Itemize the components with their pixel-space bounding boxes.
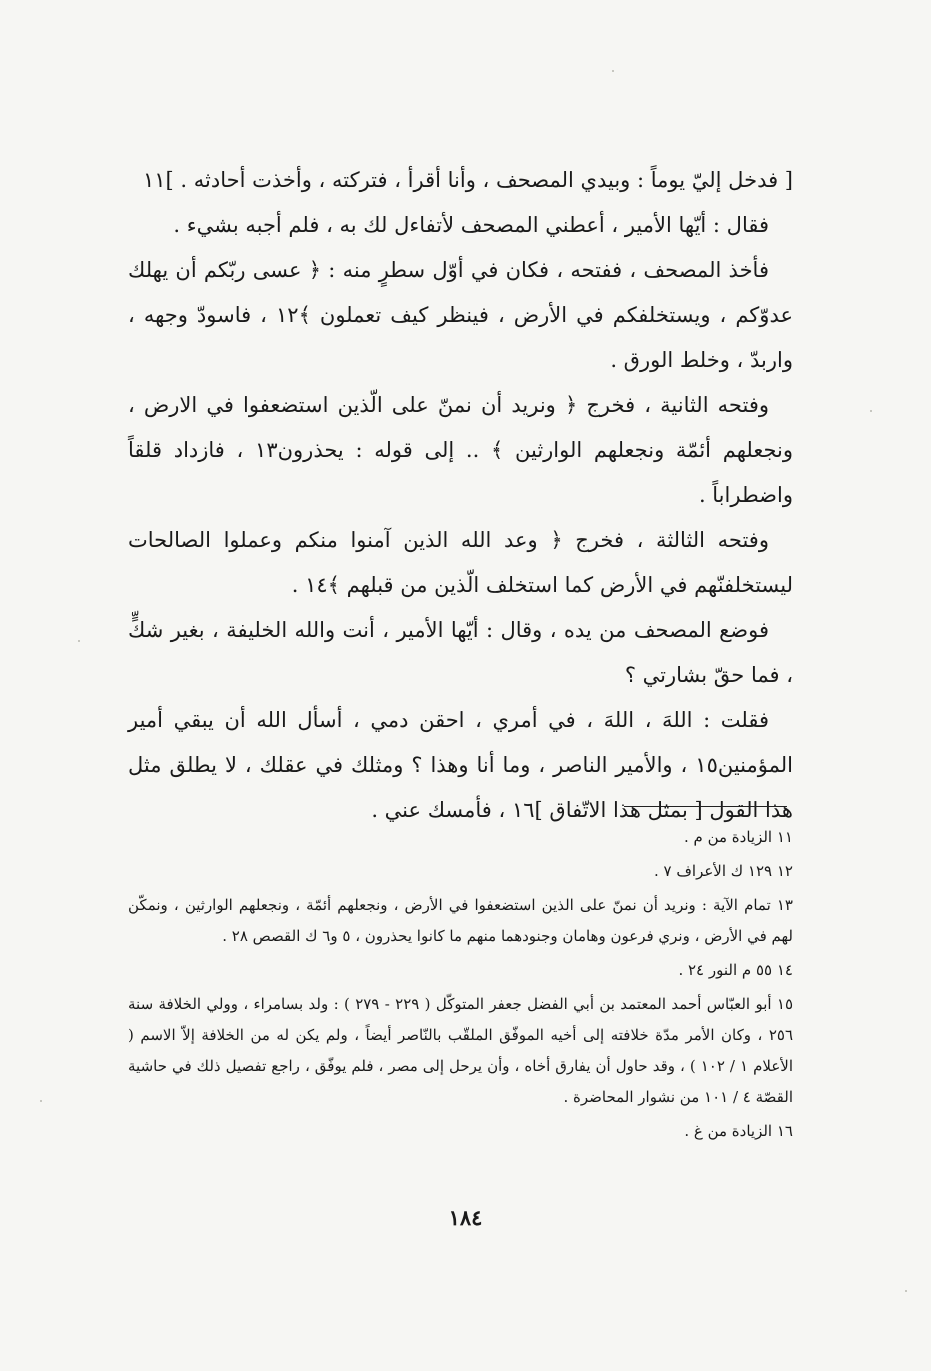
footnote: ١٢ ١٢٩ ك الأعراف ٧ .	[653, 862, 793, 880]
footnote: ١٦ الزيادة من غ .	[684, 1122, 793, 1140]
main-text	[128, 158, 793, 833]
footnote: ١٥ أبو العبّاس أحمد المعتمد بن أبي الفضل جعفر المتوكّل ( ٢٢٩ - ٢٧٩ ) : ولد بسامراء ، وولي الخلافة سنة ٢٥٦ ، وكان الأمر مدّة خلافته إلى أخيه الموفّق الملقّب بالنّاصر أيضاً ، ولم يكن له من الخلافة إلاّ الاسم ( الأعلام ١ / ١٠٢ ) ، وقد حاول أن يفارق أخاه ، وأن يرحل إلى مصر ، فلم يوفّق ، راجع تفصيل ذلك في حاشية القصّة ٤ / ١٠١ من نشوار المحاضرة .	[128, 995, 794, 1106]
footnotes	[128, 822, 793, 1150]
paragraph: فقلت : اللهَ ، اللهَ ، في أمري ، احقن دمي ، أسأل الله أن يبقي أمير المؤمنين١٥ ، والأمير الناصر ، وما أنا وهذا ؟ ومثلك في عقلك ، لا يطلق مثل هذا القول [ بمثل هذا الاتّفاق ]١٦ ، فأمسك عني .	[128, 708, 793, 822]
footnote-divider	[624, 806, 787, 807]
scan-speck	[78, 640, 80, 642]
paragraph: [ فدخل إليّ يوماً : وبيدي المصحف ، وأنا أقرأ ، فتركته ، وأخذت أحادثه . ]١١	[142, 168, 793, 192]
scan-speck	[905, 1290, 907, 1292]
scan-speck	[612, 70, 614, 72]
footnote: ١٤ ٥٥ م النور ٢٤ .	[678, 961, 793, 979]
page-number: ١٨٤	[448, 1205, 483, 1230]
scan-speck	[870, 410, 872, 412]
paragraph: وفتحه الثانية ، فخرج ﴿ ونريد أن نمنّ على الّذين استضعفوا في الارض ، ونجعلهم أئمّة ونجعلهم الوارثين ﴾ .. إلى قوله : يحذرون١٣ ، فازداد قلقاً واضطراباً .	[128, 393, 793, 507]
paragraph: وفتحه الثالثة ، فخرج ﴿ وعد الله الذين آمنوا منكم وعملوا الصالحات ليستخلفنّهم في الأرض كما استخلف الّذين من قبلهم ﴾١٤ .	[128, 528, 793, 597]
scan-speck	[40, 1100, 42, 1102]
paragraph: فأخذ المصحف ، ففتحه ، فكان في أوّل سطرٍ منه : ﴿ عسى ربّكم أن يهلك عدوّكم ، ويستخلفكم في الأرض ، فينظر كيف تعملون ﴾١٢ ، فاسودّ وجهه ، واربدّ ، وخلط الورق .	[128, 258, 793, 372]
footnote: ١١ الزيادة من م .	[683, 828, 793, 846]
paragraph: فقال : أيّها الأمير ، أعطني المصحف لأتفاءل لك به ، فلم أجبه بشيء .	[173, 213, 769, 237]
footnote: ١٣ تمام الآية : ونريد أن نمنّ على الذين استضعفوا في الأرض ، ونجعلهم أئمّة ، ونجعلهم الوارثين ، ونمكّن لهم في الأرض ، ونري فرعون وهامان وجنودهما منهم ما كانوا يحذرون ، ٥ و٦ ك القصص ٢٨ .	[128, 896, 793, 945]
paragraph: فوضع المصحف من يده ، وقال : أيّها الأمير ، أنت والله الخليفة ، بغير شكٍّ ، فما حقّ بشارتي ؟	[128, 618, 793, 687]
